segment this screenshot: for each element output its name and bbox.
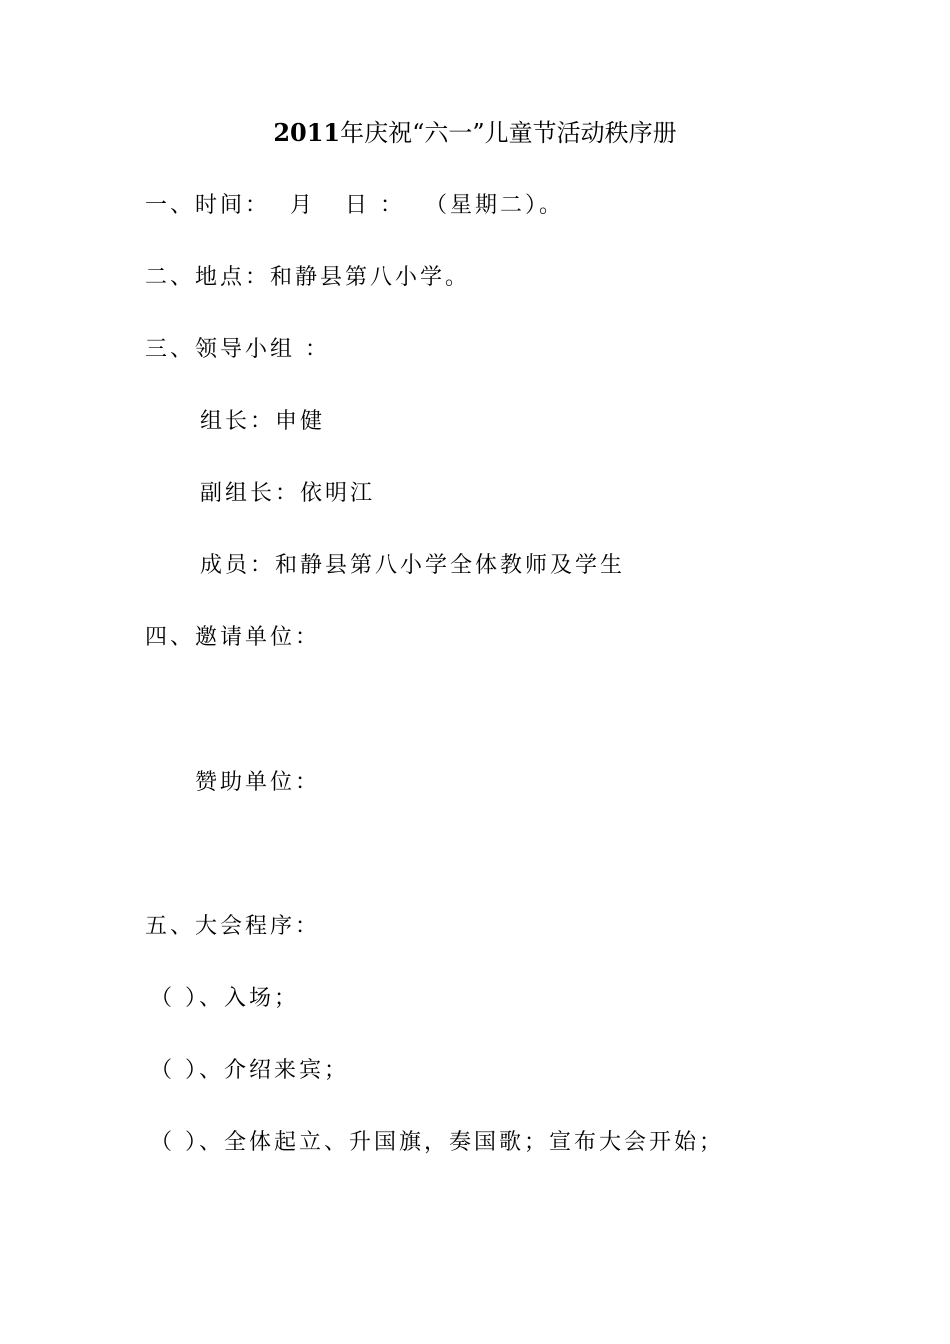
members-line: 成员：和静县第八小学全体教师及学生	[200, 553, 626, 578]
sponsor-units-heading: 赞助单位：	[195, 770, 321, 795]
document-title	[0, 116, 950, 150]
program-heading: 五、大会程序：	[145, 914, 321, 939]
program-step-entry: （ ）、入场；	[150, 986, 299, 1011]
invited-units-heading: 四、邀请单位：	[145, 625, 321, 650]
title-text: 年庆祝“六一”儿童节活动秩序册	[340, 119, 677, 147]
vice-leader-line: 副组长：依明江	[200, 481, 376, 506]
leader-line: 组长：申健	[200, 409, 326, 434]
program-step-guests: （ ）、介绍来宾；	[150, 1058, 349, 1083]
leadership-heading: 三、领导小组 ：	[145, 337, 330, 362]
time-line: 一、时间： 月 日 ： （星期二）。	[145, 193, 564, 218]
program-step-flag: （ ）、全体起立、升国旗，奏国歌；宣布大会开始；	[150, 1130, 724, 1155]
title-year: 2011	[273, 118, 341, 147]
place-line: 二、地点：和静县第八小学。	[145, 265, 471, 290]
